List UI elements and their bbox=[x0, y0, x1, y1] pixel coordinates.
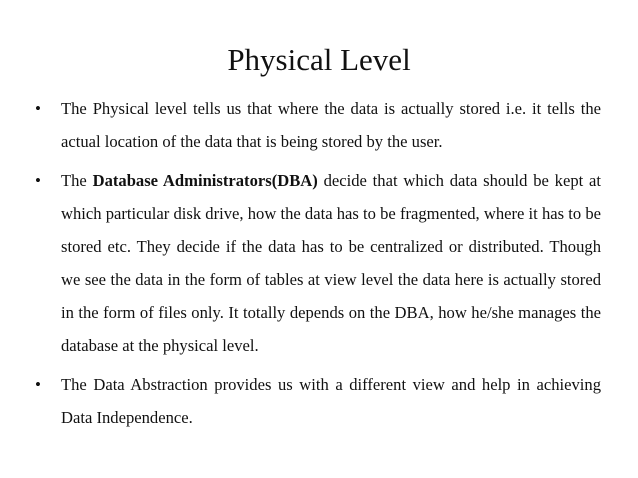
bullet-marker: • bbox=[35, 171, 41, 190]
bullet-text: The Physical level tells us that where the data is actually stored i.e. it tells the actual location of the data that is being stored by the user. bbox=[61, 99, 601, 151]
bullet-text-suffix: decide that which data should be kept at which particular disk drive, how the data has to be fragmented, where it has to be stored etc. They decide if the data has to be centralized or distributed. Though we see the data in the form of tables at view level the data here is actually stored in the form of files only. It totally depends on the DBA, how he/she manages the database at the physical level. bbox=[61, 171, 601, 355]
bullet-list bbox=[35, 92, 601, 440]
bullet-text: The Data Abstraction provides us with a different view and help in achieving Data Independence. bbox=[61, 375, 601, 427]
bullet-text-bold: Database Administrators(DBA) bbox=[92, 171, 318, 190]
bullet-item bbox=[35, 368, 601, 434]
bullet-text-prefix: The bbox=[61, 171, 93, 190]
bullet-item bbox=[35, 92, 601, 158]
bullet-marker: • bbox=[35, 375, 41, 394]
bullet-marker: • bbox=[35, 99, 41, 118]
slide-title: Physical Level bbox=[227, 42, 411, 77]
bullet-item bbox=[35, 164, 601, 362]
